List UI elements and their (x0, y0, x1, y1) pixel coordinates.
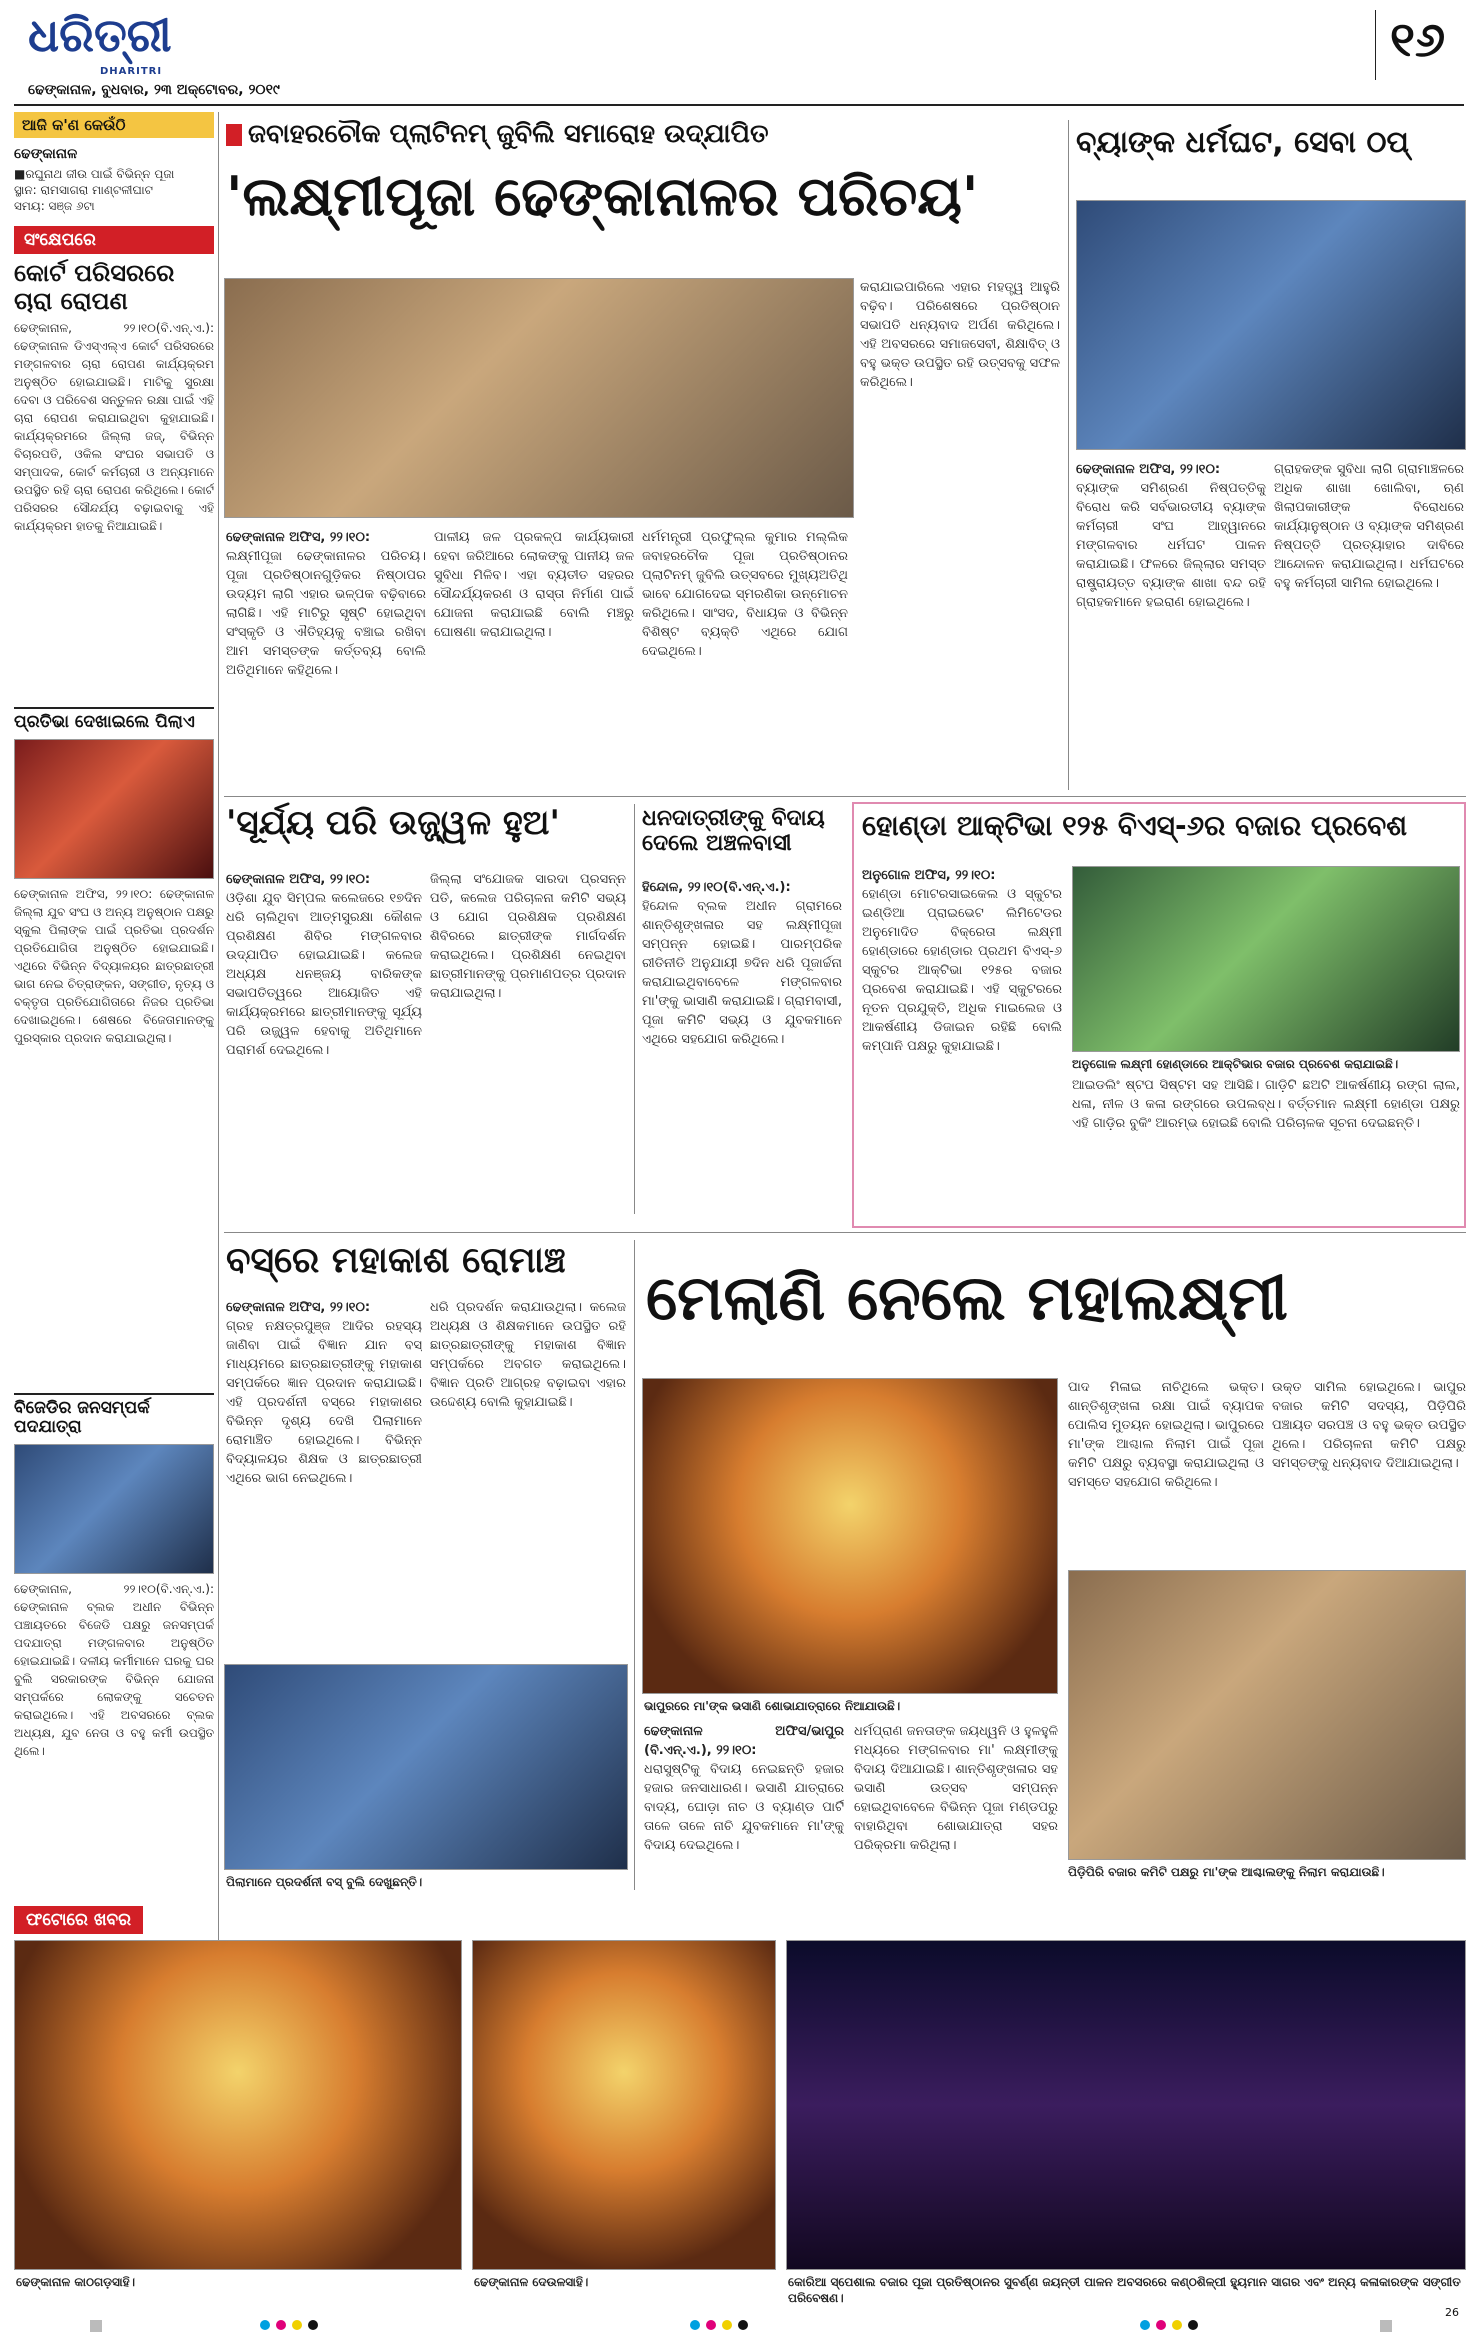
lead-body-col1 (226, 528, 426, 788)
bus-divider (634, 1240, 635, 1890)
lead-kicker: ଜବାହରଚୌକ ପ୍ଲାଟିନମ୍ ଜୁବିଲି ସମାରୋହ ଉଦ୍‌ଯାପିତ (226, 120, 769, 150)
bus-body-text: ଗ୍ରହ ନକ୍ଷତ୍ରପୁଞ୍ଜ ଆଦିର ରହସ୍ୟ ଜାଣିବା ପାଇଁ ବିଜ୍ଞାନ ଯାନ ବସ୍ ମାଧ୍ୟମରେ ଛାତ୍ରଛାତ୍ରୀଙ୍କୁ ମହାକାଶ ସମ୍ପର୍କରେ ଜ୍ଞାନ ପ୍ରଦାନ କରାଯାଇଛି। ଏହି ପ୍ରଦର୍ଶନୀ ବସ୍‌ରେ ମହାକାଶର ବିଭିନ୍ନ ଦୃଶ୍ୟ ଦେଖି ପିଲାମାନେ ରୋମାଞ୍ଚିତ ହୋଇଥିଲେ। ବିଭିନ୍ନ ବିଦ୍ୟାଳୟର ଶିକ୍ଷକ ଓ ଛାତ୍ରଛାତ୍ରୀ ଏଥିରେ ଭାଗ ନେଇଥିଲେ। (226, 1319, 422, 1486)
lead-photo (224, 278, 854, 518)
photo-news-2 (472, 1940, 776, 2270)
melani-dateline: ଢେଙ୍କାନାଳ ଅଫିସ/ଭାପୁର (ବି.ଏନ୍.ଏ.), ୨୨।୧୦: (644, 1724, 844, 1758)
photo-news-caption-1: ଢେଙ୍କାନାଳ କାଠଗଡ଼ସାହି। (16, 2275, 136, 2289)
dhanadatri-headline: ଧନଦାତ୍ରୀଙ୍କୁ ବିଦାୟ ଦେଲେ ଅଞ୍ଚଳବାସୀ (642, 806, 825, 857)
bank-headline: ବ୍ୟାଙ୍କ ଧର୍ମଘଟ, ସେବା ଠପ୍ (1076, 125, 1409, 160)
melani-caption1: ଭାପୁରରେ ମା'ଙ୍କ ଭସାଣି ଶୋଭାଯାତ୍ରାରେ ନିଆଯାଉଛି। (644, 1699, 901, 1713)
photo-news-1 (14, 1940, 462, 2270)
lead-divider (1068, 120, 1069, 790)
photo-news-label: ଫଟୋରେ ଖବର (14, 1906, 143, 1934)
lead-body-col4: କରାଯାଇପାରିଲେ ଏହାର ମହତ୍ତ୍ୱ ଆହୁରି ବଢ଼ିବ। ପରିଶେଷରେ ପ୍ରତିଷ୍ଠାନ ସଭାପତି ଧନ୍ୟବାଦ ଅର୍ପଣ କରିଥିଲେ। ଏହି ଅବସରରେ ସମାଜସେବୀ, ଶିକ୍ଷାବିତ୍ ଓ ବହୁ ଭକ୍ତ ଉପସ୍ଥିତ ରହି ଉତ୍ସବକୁ ସଫଳ କରିଥିଲେ। (860, 280, 1060, 390)
lead-body1: ଲକ୍ଷ୍ମୀପୂଜା ଢେଙ୍କାନାଳର ପରିଚୟ। ପୂଜା ପ୍ରତିଷ୍ଠାନଗୁଡ଼ିକର ନିଷ୍ଠାପର ଉଦ୍ୟମ ଲାଗି ଏହାର ଭଳ୍ପକ ବଢ଼ିବାରେ ଲାଗିଛି। ଏହି ମାଟିରୁ ସୃଷ୍ଟି ହୋଇଥିବା ସଂସ୍କୃତି ଓ ଐତିହ୍ୟକୁ ବଞ୍ଚାଇ ରଖିବା ଆମ ସମସ୍ତଙ୍କ କର୍ତ୍ତବ୍ୟ ବୋଲି ଅତିଥିମାନେ କହିଥିଲେ। (226, 549, 426, 678)
surya-body-col2: ଜିଲ୍ଲା ସଂଯୋଜକ ସାରଦା ପ୍ରସନ୍ନ ପତି, କଲେଜ ପରିଚାଳନା କମିଟି ସଭ୍ୟ ଓ ଯୋଗ ପ୍ରଶିକ୍ଷକ ପ୍ରଶିକ୍ଷଣ ଶିବିରରେ ଛାତ୍ରୀଙ୍କ ମାର୍ଗଦର୍ଶନ କରାଇଥିଲେ। ପ୍ରଶିକ୍ଷଣ ନେଇଥିବା ଛାତ୍ରୀମାନଙ୍କୁ ପ୍ରମାଣପତ୍ର ପ୍ରଦାନ କରାଯାଇଥିଲା। (430, 872, 626, 1001)
melani-body-col1 (644, 1722, 844, 1882)
melani-body2: ଧରାସୁଷ୍ଟିକୁ ବିଦାୟ ନେଇଛନ୍ତି ହଜାର ହଜାର ଜନସାଧାରଣ। ଭସାଣି ଯାତ୍ରାରେ ବାଦ୍ୟ, ଘୋଡ଼ା ନାଚ ଓ ବ୍ୟାଣ୍ଡ ପାର୍ଟି ତାଳେ ତାଳେ ନାଚି ଯୁବକମାନେ ମା'ଙ୍କୁ ବିଦାୟ ଦେଇଥିଲେ। (644, 1762, 844, 1853)
surya-headline: 'ସୂର୍ଯ୍ୟ ପରି ଉଜ୍ଜ୍ୱଳ ହୁଅ' (226, 803, 560, 843)
today-item: ସମୟ: ସଞ୍ଜ ୬ଟା (14, 199, 95, 213)
surya-divider (634, 804, 635, 1214)
row2-rule (224, 1232, 1466, 1233)
surya-body1: ଓଡ଼ିଶା ଯୁବ ସିମ୍ପଲ କଲେଜରେ ୧୭ଦିନ ଧରି ଚାଲିଥିବା ଆତ୍ମସୁରକ୍ଷା କୌଶଳ ପ୍ରଶିକ୍ଷଣ ଶିବିର ମଙ୍ଗଳବାର ଉଦ୍‌ଯାପିତ ହୋଇଯାଇଛି। କଲେଜ ଅଧ୍ୟକ୍ଷ ଧନଞ୍ଜୟ ବାରିକଙ୍କ ସଭାପତିତ୍ୱରେ ଆୟୋଜିତ ଏହି କାର୍ଯ୍ୟକ୍ରମରେ ଛାତ୍ରୀମାନଙ୍କୁ ସୂର୍ଯ୍ୟ ପରି ଉଜ୍ଜ୍ୱଳ ହେବାକୁ ଅତିଥିମାନେ ପରାମର୍ଶ ଦେଇଥିଲେ। (226, 891, 422, 1058)
edition-line: ଢେଙ୍କାନାଳ, ବୁଧବାର, ୨୩ ଅକ୍ଟୋବର, ୨୦୧୯ (28, 82, 280, 98)
photo-news-section (14, 1898, 1466, 2328)
sidebar (14, 112, 214, 2192)
brief2-photo (14, 739, 214, 879)
melani-photo2 (1068, 1570, 1466, 1860)
melani-body-col4: ଉକ୍ତ ସାମିଲ ହୋଇଥିଲେ। ଭାପୁର ବଜାର କମିଟି ସଦସ୍ୟ, ପିଡ଼ିପିରି ପଞ୍ଚାୟତ ସରପଞ୍ଚ ଓ ବହୁ ଭକ୍ତ ଉପସ୍ଥିତ ଥିଲେ। ପରିଚାଳନା କମିଟି ପକ୍ଷରୁ ସମସ୍ତଙ୍କୁ ଧନ୍ୟବାଦ ଦିଆଯାଇଥିଲା। (1272, 1380, 1466, 1471)
honda-caption: ଅନୁଗୋଳ ଲକ୍ଷ୍ମୀ ହୋଣ୍ଡାରେ ଆକ୍ଟିଭାର ବଜାର ପ୍ରବେଶ କରାଯାଇଛି। (1072, 1057, 1399, 1071)
surya-body-col1 (226, 870, 422, 1210)
photo-news-caption-3: କୋରିଆ ସ୍ପେଶାଲ ବଜାର ପୂଜା ପ୍ରତିଷ୍ଠାନର ସୁବର୍ଣ୍ଣ ଜୟନ୍ତୀ ପାଳନ ଅବସରରେ କଣ୍ଠଶିଳ୍ପୀ ହ୍ୟୁମାନ ସାଗର ଏବଂ ଅନ୍ୟ କଳାକାରଙ୍କ ସଙ୍ଗୀତ ପରିବେଷଣ। (788, 2275, 1461, 2305)
masthead-logo-sub: DHARITRI (100, 66, 163, 77)
row1-rule (224, 796, 1466, 797)
brief2-body: ଢେଙ୍କାନାଳ ଅଫିସ, ୨୨।୧୦: ଢେଙ୍କାନାଳ ଜିଲ୍ଲା ଯୁବ ସଂଘ ଓ ଅନ୍ୟ ଅନୁଷ୍ଠାନ ପକ୍ଷରୁ ସ୍କୁଲ ପିଲାଙ୍କ ପାଇଁ ପ୍ରତିଭା ପ୍ରଦର୍ଶନ ପ୍ରତିଯୋଗିତା ଅନୁଷ୍ଠିତ ହୋଇଯାଇଛି। ଏଥିରେ ବିଭିନ୍ନ ବିଦ୍ୟାଳୟର ଛାତ୍ରଛାତ୍ରୀ ଭାଗ ନେଇ ଚିତ୍ରାଙ୍କନ, ସଙ୍ଗୀତ, ନୃତ୍ୟ ଓ ବକ୍ତୃତା ପ୍ରତିଯୋଗିତାରେ ନିଜର ପ୍ରତିଭା ଦେଖାଇଥିଲେ। ଶେଷରେ ବିଜେତାମାନଙ୍କୁ ପୁରସ୍କାର ପ୍ରଦାନ କରାଯାଇଥିଲା। (14, 886, 214, 1045)
dhanadatri-body (642, 878, 842, 1210)
lead-dateline: ଢେଙ୍କାନାଳ ଅଫିସ, ୨୨।୧୦: (226, 530, 371, 545)
photo-news-caption-2: ଢେଙ୍କାନାଳ ଦେଉଳସାହି। (474, 2275, 589, 2289)
melani-caption2: ପିଡ଼ିପିରି ବଜାର କମିଟି ପକ୍ଷରୁ ମା'ଙ୍କ ଆଶ୍ଚାଲଙ୍କୁ ନିଲାମ କରାଯାଉଛି। (1068, 1865, 1385, 1879)
melani-photo1 (642, 1378, 1058, 1694)
honda-dateline: ଅନୁଗୋଳ ଅଫିସ, ୨୨।୧୦: (862, 868, 996, 883)
page-number: ୧୬ (1390, 12, 1446, 68)
brief3-photo (14, 1444, 214, 1574)
photo-news-3 (786, 1940, 1466, 2270)
today-label: ଆଜି କ'ଣ କେଉଁଠି (14, 112, 214, 138)
melani-headline: ମେଲାଣି ନେଲେ ମହାଲକ୍ଷ୍ମୀ (646, 1261, 1288, 1334)
dhanadatri-dateline: ହିନ୍ଦୋଳ, ୨୨।୧୦(ବି.ଏନ୍.ଏ.): (642, 880, 791, 895)
bus-dateline: ଢେଙ୍କାନାଳ ଅଫିସ, ୨୨।୧୦: (226, 1300, 371, 1315)
honda-headline: ହୋଣ୍ଡା ଆକ୍ଟିଭା ୧୨୫ ବିଏସ୍-୬ର ବଜାର ପ୍ରବେଶ (862, 809, 1408, 842)
dhanadatri-body-text: ହିନ୍ଦୋଳ ବ୍ଲକ ଅଧୀନ ଗ୍ରାମରେ ଶାନ୍ତିଶୃଙ୍ଖଳାର ସହ ଲକ୍ଷ୍ମୀପୂଜା ସମ୍ପନ୍ନ ହୋଇଛି। ପାରମ୍ପରିକ ରୀତିନୀତି ଅନୁଯାୟୀ ୭ଦିନ ଧରି ପୂଜାର୍ଚ୍ଚନା କରାଯାଇଥିବାବେଳେ ମଙ୍ଗଳବାର ମା'ଙ୍କୁ ଭାସାଣି କରାଯାଇଛି। ଗ୍ରାମବାସୀ, ପୂଜା କମିଟି ସଭ୍ୟ ଓ ଯୁବକମାନେ ଏଥିରେ ସହଯୋଗ କରିଥିଲେ। (642, 899, 842, 1047)
bus-photo (224, 1664, 628, 1870)
honda-body-text: ହୋଣ୍ଡା ମୋଟରସାଇକେଲ ଓ ସ୍କୁଟର ଇଣ୍ଡିଆ ପ୍ରାଇଭେଟ ଲିମିଟେଡର ଅନୁମୋଦିତ ବିକ୍ରେତା ଲକ୍ଷ୍ମୀ ହୋଣ୍ଡାରେ ହୋଣ୍ଡାର ପ୍ରଥମ ବିଏସ୍-୬ ସ୍କୁଟର ଆକ୍ଟିଭା ୧୨୫ର ବଜାର ପ୍ରବେଶ କରାଯାଇଛି। ଏହି ସ୍କୁଟରରେ ନୂତନ ପ୍ରଯୁକ୍ତି, ଅଧିକ ମାଇଲେଜ ଓ ଆକର୍ଷଣୀୟ ଡିଜାଇନ ରହିଛି ବୋଲି କମ୍ପାନି ପକ୍ଷରୁ କୁହାଯାଇଛି। (862, 887, 1062, 1054)
brief3-title: ବିଜେଡିର ଜନସମ୍ପର୍କ ପଦଯାତ୍ରା (14, 1393, 214, 1438)
brief-label: ସଂକ୍ଷେପରେ (14, 226, 214, 254)
sidebar-divider (218, 112, 219, 2192)
honda-body2: ଆଇଡଲିଂ ଷ୍ଟପ ସିଷ୍ଟମ ସହ ଆସିଛି। ଗାଡ଼ିଟି ଛଅଟି ଆକର୍ଷଣୀୟ ରଙ୍ଗ ଲାଲ, ଧଳା, ନୀଳ ଓ କଳା ରଙ୍ଗରେ ଉପଲବ୍ଧ। ବର୍ତ୍ତମାନ ଲକ୍ଷ୍ମୀ ହୋଣ୍ଡା ପକ୍ଷରୁ ଏହି ଗାଡ଼ିର ବୁକିଂ ଆରମ୍ଭ ହୋଇଛି ବୋଲି ପରିଚାଳକ ସୂଚନା ଦେଇଛନ୍ତି। (1072, 1078, 1460, 1131)
masthead-divider (1375, 10, 1376, 80)
brief2-title: ପ୍ରତିଭା ଦେଖାଇଲେ ପିଲାଏ (14, 707, 214, 733)
honda-photo (1072, 866, 1460, 1052)
footer-registration-marks (0, 2318, 1477, 2334)
lead-body-col3: ଧର୍ମମନ୍ତ୍ରୀ ପ୍ରଫୁଲ୍ଲ କୁମାର ମଲ୍ଲିକ ଜବାହରଚୌକ ପୂଜା ପ୍ରତିଷ୍ଠାନର ପ୍ଲାଟିନମ୍ ଜୁବିଲି ଉତ୍ସବରେ ମୁଖ୍ୟଅତିଥି ଭାବେ ଯୋଗଦେଇ ସ୍ମରଣିକା ଉନ୍ମୋଚନ କରିଥିଲେ। ସାଂସଦ, ବିଧାୟକ ଓ ବିଭିନ୍ନ ବିଶିଷ୍ଟ ବ୍ୟକ୍ତି ଏଥିରେ ଯୋଗ ଦେଇଥିଲେ। (642, 530, 848, 659)
bank-photo (1076, 200, 1466, 450)
bus-caption: ପିଲାମାନେ ପ୍ରଦର୍ଶନୀ ବସ୍ ବୁଲି ଦେଖୁଛନ୍ତି। (226, 1875, 423, 1889)
lead-body-col2: ପାଳୀୟ ଜଳ ପ୍ରକଳ୍ପ କାର୍ଯ୍ୟକାରୀ ହେବା ଜରିଆରେ ଲୋକଙ୍କୁ ପାନୀୟ ଜଳ ସୁବିଧା ମିଳିବ। ଏହା ବ୍ୟତୀତ ସହରର ସୌନ୍ଦର୍ଯ୍ୟକରଣ ଓ ରାସ୍ତା ନିର୍ମାଣ ପାଇଁ ଯୋଜନା କରାଯାଇଛି ବୋଲି ମଞ୍ଚରୁ ଘୋଷଣା କରାଯାଇଥିଲା। (434, 530, 634, 640)
bus-body-col2: ଧରି ପ୍ରଦର୍ଶନ କରାଯାଉଥିଲା। କଲେଜ ଅଧ୍ୟକ୍ଷ ଓ ଶିକ୍ଷକମାନେ ଉପସ୍ଥିତ ରହି ଛାତ୍ରଛାତ୍ରୀଙ୍କୁ ମହାକାଶ ବିଜ୍ଞାନ ସମ୍ପର୍କରେ ଅବଗତ କରାଇଥିଲେ। ବିଜ୍ଞାନ ପ୍ରତି ଆଗ୍ରହ ବଢ଼ାଇବା ଏହାର ଉଦ୍ଦେଶ୍ୟ ବୋଲି କୁହାଯାଇଛି। (430, 1300, 626, 1410)
masthead-logo: ଧରିତ୍ରୀ (28, 8, 172, 62)
melani-body-col3: ପାଦ ମିଳାଇ ନାଚିଥିଲେ ଭକ୍ତ। ଶାନ୍ତିଶୃଙ୍ଖଳା ରକ୍ଷା ପାଇଁ ବ୍ୟାପକ ପୋଲିସ ମୁତୟନ ହୋଇଥିଲା। ଭାପୁରରେ ମା'ଙ୍କ ଆଶ୍ଚାଲ ନିଲାମ ପାଇଁ ପୂଜା କମିଟି ପକ୍ଷରୁ ବ୍ୟବସ୍ଥା କରାଯାଇଥିଲା ଓ ସମସ୍ତେ ସହଯୋଗ କରିଥିଲେ। (1068, 1380, 1264, 1490)
bus-headline: ବସ୍‌ରେ ମହାକାଶ ରୋମାଞ୍ଚ (226, 1240, 566, 1281)
brief1-body: ଢେଙ୍କାନାଳ, ୨୨।୧୦(ବି.ଏନ୍.ଏ.): ଢେଙ୍କାନାଳ ଡିଏସ୍ଏଲ୍ଏ କୋର୍ଟ ପରିସରରେ ମଙ୍ଗଳବାର ଚାରା ରୋପଣ କାର୍ଯ୍ୟକ୍ରମ ଅନୁଷ୍ଠିତ ହୋଇଯାଇଛି। ମାଟିକୁ ସୁରକ୍ଷା ଦେବା ଓ ପରିବେଶ ସନ୍ତୁଳନ ରକ୍ଷା ପାଇଁ ଏହି ଚାରା ରୋପଣ କରାଯାଇଥିବା କୁହାଯାଇଛି। କାର୍ଯ୍ୟକ୍ରମରେ ଜିଲ୍ଲା ଜଜ୍, ବିଭିନ୍ନ ବିଚାରପତି, ଓକିଲ ସଂଘର ସଭାପତି ଓ ସମ୍ପାଦକ, କୋର୍ଟ କର୍ମଚାରୀ ଓ ଅନ୍ୟମାନେ ଉପସ୍ଥିତ ରହି ଚାରା ରୋପଣ କରିଥିଲେ। କୋର୍ଟ ପରିସରର ସୌନ୍ଦର୍ଯ୍ୟ ବଢ଼ାଇବାକୁ ଏହି କାର୍ଯ୍ୟକ୍ରମ ହାତକୁ ନିଆଯାଇଛି। (14, 321, 214, 534)
today-place: ଢେଙ୍କାନାଳ (14, 146, 78, 162)
today-item: ସ୍ଥାନ: ରାମସାଗରା ମାଣ୍ଟଳୀଘାଟ (14, 183, 153, 197)
bank-body1: ବ୍ୟାଙ୍କ ସମିଶ୍ରଣ ନିଷ୍ପତ୍ତିକୁ ବିରୋଧ କରି ସର୍ବଭାରତୀୟ ବ୍ୟାଙ୍କ କର୍ମଚାରୀ ସଂଘ ଆହ୍ୱାନରେ ମଙ୍ଗଳବାର ଧର୍ମଘଟ ପାଳନ କରାଯାଇଛି। ଫଳରେ ଜିଲ୍ଲାର ସମସ୍ତ ରାଷ୍ଟ୍ରାୟତ୍ତ ବ୍ୟାଙ୍କ ଶାଖା ବନ୍ଦ ରହି ଗ୍ରାହକମାନେ ହଇରାଣ ହୋଇଥିଲେ। (1076, 481, 1266, 610)
surya-dateline: ଢେଙ୍କାନାଳ ଅଫିସ, ୨୨।୧୦: (226, 872, 371, 887)
masthead-rule (14, 104, 1464, 106)
lead-headline: 'ଲକ୍ଷ୍ମୀପୂଜା ଢେଙ୍କାନାଳର ପରିଚୟ' (226, 165, 979, 228)
brief3-body: ଢେଙ୍କାନାଳ, ୨୨।୧୦(ବି.ଏନ୍.ଏ.): ଢେଙ୍କାନାଳ ବ୍ଲକ ଅଧୀନ ବିଭିନ୍ନ ପଞ୍ଚାୟତରେ ବିଜେଡି ପକ୍ଷରୁ ଜନସମ୍ପର୍କ ପଦଯାତ୍ରା ମଙ୍ଗଳବାର ଅନୁଷ୍ଠିତ ହୋଇଯାଇଛି। ଦଳୀୟ କର୍ମୀମାନେ ଘରକୁ ଘର ବୁଲି ସରକାରଙ୍କ ବିଭିନ୍ନ ଯୋଜନା ସମ୍ପର୍କରେ ଲୋକଙ୍କୁ ସଚେତନ କରାଇଥିଲେ। ଏହି ଅବସରରେ ବ୍ଲକ ଅଧ୍ୟକ୍ଷ, ଯୁବ ନେତା ଓ ବହୁ କର୍ମୀ ଉପସ୍ଥିତ ଥିଲେ। (14, 1581, 214, 1758)
bank-dateline: ଢେଙ୍କାନାଳ ଅଫିସ, ୨୨।୧୦: (1076, 462, 1221, 477)
honda-body (862, 866, 1062, 1166)
bank-body-col2: ଗ୍ରାହକଙ୍କ ସୁବିଧା ଲାଗି ଗ୍ରାମାଞ୍ଚଳରେ ଅଧିକ ଶାଖା ଖୋଲିବା, ଋଣ ଖିଲାପକାରୀଙ୍କ ବିରୋଧରେ କାର୍ଯ୍ୟାନୁଷ୍ଠାନ ଓ ବ୍ୟାଙ୍କ ସମିଶ୍ରଣ ନିଷ୍ପତ୍ତି ପ୍ରତ୍ୟାହାର ଦାବିରେ ଆନ୍ଦୋଳନ କରାଯାଇଥିଲା। ଧର୍ମଘଟରେ ବହୁ କର୍ମଚାରୀ ସାମିଲ ହୋଇଥିଲେ। (1274, 462, 1464, 591)
today-item: ■ରଘୁନାଥ ଜୀଉ ପାଇଁ ବିଭିନ୍ନ ପୂଜା (14, 167, 175, 181)
footer-page-code: 26 (1445, 2306, 1459, 2319)
bank-body-col1 (1076, 460, 1266, 790)
melani-body-col2: ଧର୍ମପ୍ରାଣ ଜନତାଙ୍କ ଜୟଧ୍ୱନି ଓ ହୁଳହୁଳି ମଧ୍ୟରେ ମଙ୍ଗଳବାର ମା' ଲକ୍ଷ୍ମୀଙ୍କୁ ବିଦାୟ ଦିଆଯାଇଛି। ଶାନ୍ତିଶୃଙ୍ଖଳାର ସହ ଭସାଣି ଉତ୍ସବ ସମ୍ପନ୍ନ ହୋଇଥିବାବେଳେ ବିଭିନ୍ନ ପୂଜା ମଣ୍ଡପରୁ ବାହାରିଥିବା ଶୋଭାଯାତ୍ରା ସହର ପରିକ୍ରମା କରିଥିଲା। (854, 1724, 1058, 1853)
brief1-title: କୋର୍ଟ ପରିସରରେ ଚାରା ରୋପଣ (14, 259, 175, 315)
bus-body-col1 (226, 1298, 422, 1658)
